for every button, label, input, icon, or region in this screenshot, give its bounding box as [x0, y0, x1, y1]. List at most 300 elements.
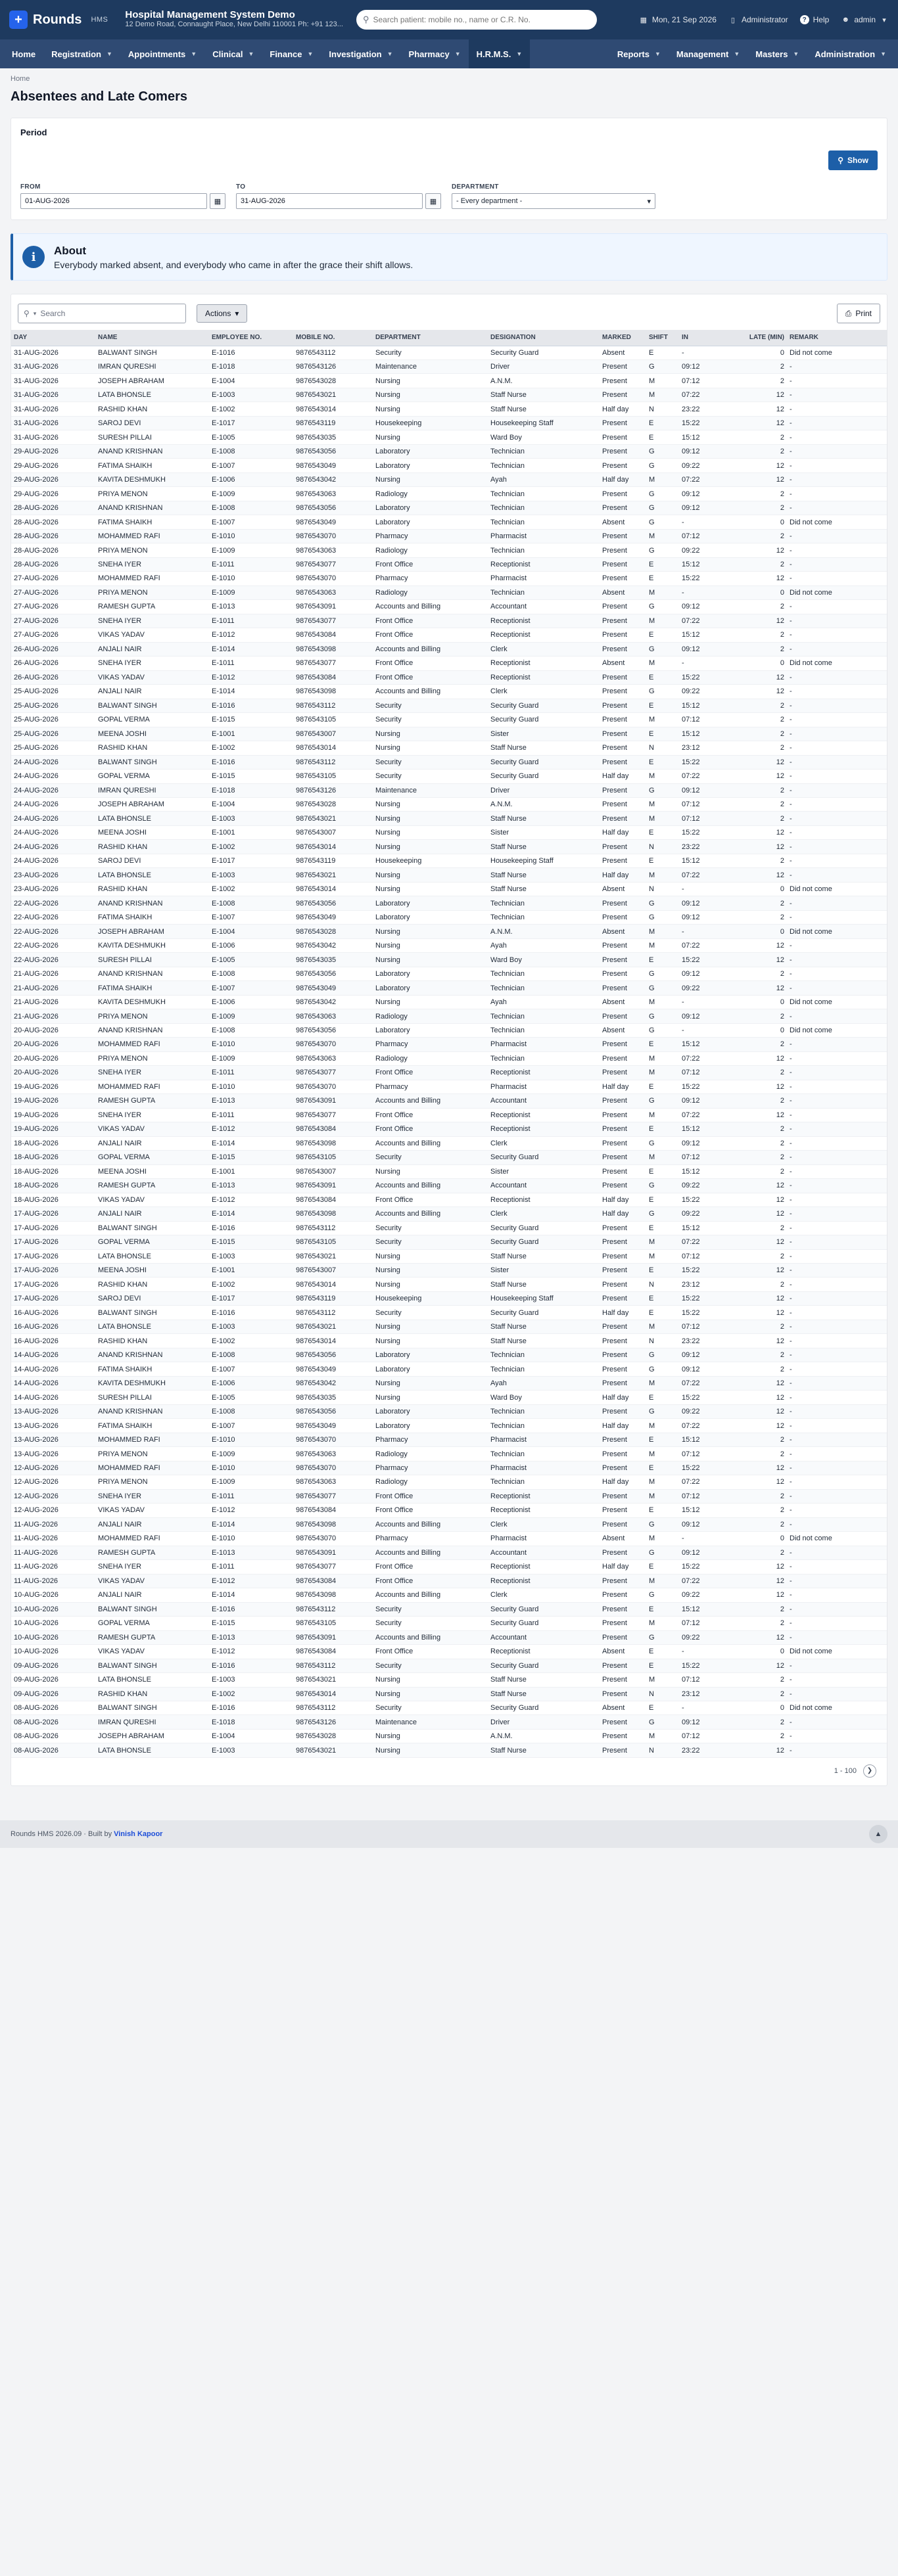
- shift-cell: G: [646, 1207, 679, 1221]
- table-row[interactable]: [11, 1645, 887, 1659]
- patient-search[interactable]: [356, 10, 597, 30]
- late-min-cell: 12: [733, 388, 787, 402]
- table-row[interactable]: [11, 1560, 887, 1574]
- table-row[interactable]: [11, 430, 887, 444]
- table-row[interactable]: [11, 487, 887, 501]
- department-cell: Security: [373, 1617, 488, 1630]
- table-row[interactable]: [11, 1164, 887, 1178]
- table-row[interactable]: [11, 1433, 887, 1446]
- department-cell: Nursing: [373, 1277, 488, 1291]
- nav-home[interactable]: Home: [12, 49, 36, 59]
- day-cell: 26-AUG-2026: [11, 656, 95, 670]
- marked-cell: Present: [600, 1461, 646, 1475]
- brand-logo-icon: +: [9, 11, 28, 29]
- late-min-cell: 12: [733, 459, 787, 472]
- table-row[interactable]: [11, 402, 887, 416]
- table-row[interactable]: [11, 1602, 887, 1616]
- mobile-cell: 9876543070: [293, 1532, 373, 1546]
- day-cell: 24-AUG-2026: [11, 783, 95, 797]
- table-row[interactable]: [11, 1122, 887, 1136]
- mobile-cell: 9876543119: [293, 1291, 373, 1305]
- name-cell: GOPAL VERMA: [95, 1617, 209, 1630]
- table-row[interactable]: [11, 685, 887, 699]
- table-row[interactable]: [11, 1404, 887, 1418]
- mobile-cell: 9876543098: [293, 1588, 373, 1602]
- table-row[interactable]: [11, 713, 887, 727]
- late-min-cell: 0: [733, 515, 787, 529]
- nav-pharmacy[interactable]: Pharmacy ▼: [408, 49, 461, 59]
- name-cell: RASHID KHAN: [95, 741, 209, 755]
- department-cell: Front Office: [373, 670, 488, 684]
- in-time-cell: -: [679, 925, 733, 938]
- table-row[interactable]: [11, 1348, 887, 1362]
- name-cell: MEENA JOSHI: [95, 727, 209, 741]
- table-row[interactable]: [11, 825, 887, 839]
- late-min-cell: 2: [733, 1546, 787, 1559]
- day-cell: 26-AUG-2026: [11, 642, 95, 656]
- in-time-cell: 09:22: [679, 1588, 733, 1602]
- report-toolbar: [11, 294, 887, 330]
- late-min-cell: 2: [733, 1320, 787, 1333]
- table-row[interactable]: [11, 699, 887, 712]
- shift-cell: M: [646, 529, 679, 543]
- to-date-input[interactable]: [236, 193, 423, 209]
- in-time-cell: 09:12: [679, 501, 733, 515]
- table-row[interactable]: [11, 1094, 887, 1108]
- table-row[interactable]: [11, 529, 887, 543]
- table-row[interactable]: [11, 1306, 887, 1320]
- role-display[interactable]: [728, 15, 788, 24]
- table-row[interactable]: [11, 416, 887, 430]
- nav-reports[interactable]: Reports ▼: [617, 49, 661, 59]
- name-cell: LATA BHONSLE: [95, 868, 209, 882]
- calendar-icon[interactable]: ▦: [210, 193, 225, 209]
- nav-appointments[interactable]: Appointments ▼: [128, 49, 197, 59]
- column-header[interactable]: DAY: [11, 330, 95, 346]
- table-row[interactable]: [11, 798, 887, 812]
- shift-cell: M: [646, 374, 679, 388]
- table-row[interactable]: [11, 770, 887, 783]
- table-row[interactable]: [11, 981, 887, 995]
- table-row[interactable]: [11, 656, 887, 670]
- designation-cell: Security Guard: [488, 770, 600, 783]
- nav-finance[interactable]: Finance ▼: [270, 49, 314, 59]
- table-row[interactable]: [11, 995, 887, 1009]
- table-row[interactable]: [11, 501, 887, 515]
- employee-no-cell: E-1010: [209, 529, 293, 543]
- table-row[interactable]: [11, 783, 887, 797]
- table-row[interactable]: [11, 1362, 887, 1376]
- table-row[interactable]: [11, 1588, 887, 1602]
- table-row[interactable]: [11, 1419, 887, 1433]
- marked-cell: Present: [600, 1447, 646, 1461]
- in-time-cell: 15:12: [679, 699, 733, 712]
- nav-hrms[interactable]: H.R.M.S. ▼: [469, 39, 531, 68]
- in-time-cell: 07:12: [679, 1447, 733, 1461]
- designation-cell: Ayah: [488, 995, 600, 1009]
- employee-no-cell: E-1001: [209, 1164, 293, 1178]
- column-header[interactable]: DESIGNATION: [488, 330, 600, 346]
- day-cell: 10-AUG-2026: [11, 1602, 95, 1616]
- chevron-down-icon: ▾: [647, 197, 651, 206]
- in-time-cell: 07:12: [679, 1151, 733, 1164]
- mobile-cell: 9876543014: [293, 741, 373, 755]
- late-min-cell: 12: [733, 572, 787, 586]
- designation-cell: Pharmacist: [488, 572, 600, 586]
- mobile-cell: 9876543070: [293, 572, 373, 586]
- marked-cell: Present: [600, 670, 646, 684]
- table-row[interactable]: [11, 953, 887, 967]
- remark-cell: -: [787, 896, 887, 910]
- department-cell: Accounts and Billing: [373, 642, 488, 656]
- hospital-address: 12 Demo Road, Connaught Place, New Delhi 110001 Ph: +91 123...: [125, 20, 343, 28]
- shift-cell: N: [646, 741, 679, 755]
- employee-no-cell: E-1010: [209, 1433, 293, 1446]
- remark-cell: -: [787, 614, 887, 628]
- designation-cell: Technician: [488, 1051, 600, 1065]
- table-row[interactable]: [11, 1532, 887, 1546]
- table-row[interactable]: [11, 459, 887, 472]
- remark-cell: -: [787, 359, 887, 373]
- table-row[interactable]: [11, 515, 887, 529]
- remark-cell: -: [787, 1588, 887, 1602]
- late-min-cell: 12: [733, 1574, 787, 1588]
- designation-cell: Accountant: [488, 1179, 600, 1193]
- marked-cell: Present: [600, 910, 646, 924]
- actions-button[interactable]: Actions ▾: [197, 304, 247, 323]
- table-row[interactable]: [11, 755, 887, 769]
- table-row[interactable]: [11, 1447, 887, 1461]
- column-header[interactable]: MOBILE NO.: [293, 330, 373, 346]
- late-min-cell: 12: [733, 1263, 787, 1277]
- nav-investigation[interactable]: Investigation ▼: [329, 49, 393, 59]
- patient-search-input[interactable]: [373, 15, 590, 24]
- day-cell: 17-AUG-2026: [11, 1277, 95, 1291]
- remark-cell: -: [787, 572, 887, 586]
- table-row[interactable]: [11, 868, 887, 882]
- name-cell: VIKAS YADAV: [95, 1574, 209, 1588]
- day-cell: 17-AUG-2026: [11, 1221, 95, 1235]
- marked-cell: Present: [600, 1546, 646, 1559]
- late-min-cell: 12: [733, 543, 787, 557]
- name-cell: ANJALI NAIR: [95, 1517, 209, 1531]
- shift-cell: G: [646, 543, 679, 557]
- next-page-icon[interactable]: ❯: [863, 1764, 876, 1778]
- table-row[interactable]: [11, 1207, 887, 1221]
- table-row[interactable]: [11, 670, 887, 684]
- table-row[interactable]: [11, 586, 887, 599]
- table-row[interactable]: [11, 1475, 887, 1489]
- remark-cell: Did not come: [787, 882, 887, 896]
- table-row[interactable]: [11, 1291, 887, 1305]
- table-row[interactable]: [11, 1701, 887, 1715]
- designation-cell: Staff Nurse: [488, 1743, 600, 1757]
- day-cell: 10-AUG-2026: [11, 1630, 95, 1644]
- mobile-cell: 9876543098: [293, 1207, 373, 1221]
- column-header[interactable]: NAME: [95, 330, 209, 346]
- table-row[interactable]: [11, 1038, 887, 1051]
- marked-cell: Half day: [600, 472, 646, 486]
- employee-no-cell: E-1012: [209, 1574, 293, 1588]
- designation-cell: Staff Nurse: [488, 1673, 600, 1687]
- late-min-cell: 2: [733, 1617, 787, 1630]
- table-row[interactable]: [11, 1221, 887, 1235]
- shift-cell: G: [646, 981, 679, 995]
- shift-cell: M: [646, 713, 679, 727]
- table-row[interactable]: [11, 967, 887, 980]
- mobile-cell: 9876543021: [293, 868, 373, 882]
- remark-cell: Did not come: [787, 586, 887, 599]
- name-cell: LATA BHONSLE: [95, 1249, 209, 1263]
- employee-no-cell: E-1009: [209, 1051, 293, 1065]
- table-row[interactable]: [11, 812, 887, 825]
- department-cell: Front Office: [373, 1193, 488, 1207]
- table-row[interactable]: [11, 1136, 887, 1150]
- marked-cell: Present: [600, 798, 646, 812]
- shift-cell: E: [646, 1433, 679, 1446]
- table-row[interactable]: [11, 1743, 887, 1757]
- in-time-cell: 15:22: [679, 1306, 733, 1320]
- department-cell: Maintenance: [373, 1715, 488, 1729]
- name-cell: SNEHA IYER: [95, 557, 209, 571]
- remark-cell: -: [787, 699, 887, 712]
- late-min-cell: 2: [733, 1715, 787, 1729]
- brand[interactable]: [9, 11, 108, 29]
- user-menu[interactable]: [841, 15, 889, 24]
- table-row[interactable]: [11, 1546, 887, 1559]
- table-row[interactable]: [11, 1517, 887, 1531]
- table-row[interactable]: [11, 600, 887, 614]
- mobile-cell: 9876543035: [293, 430, 373, 444]
- department-cell: Security: [373, 1235, 488, 1249]
- table-row[interactable]: [11, 1066, 887, 1080]
- late-min-cell: 12: [733, 1560, 787, 1574]
- column-header[interactable]: LATE (MIN): [733, 330, 787, 346]
- marked-cell: Absent: [600, 925, 646, 938]
- table-row[interactable]: [11, 1108, 887, 1122]
- table-row[interactable]: [11, 840, 887, 854]
- day-cell: 21-AUG-2026: [11, 1009, 95, 1023]
- late-min-cell: 0: [733, 1701, 787, 1715]
- employee-no-cell: E-1016: [209, 1602, 293, 1616]
- shift-cell: G: [646, 459, 679, 472]
- chevron-down-icon: ▼: [307, 51, 314, 57]
- calendar-icon[interactable]: ▦: [425, 193, 441, 209]
- marked-cell: Half day: [600, 1391, 646, 1404]
- day-cell: 27-AUG-2026: [11, 600, 95, 614]
- shift-cell: G: [646, 1009, 679, 1023]
- day-cell: 21-AUG-2026: [11, 981, 95, 995]
- show-button[interactable]: ⚲ Show: [828, 150, 878, 170]
- marked-cell: Present: [600, 1617, 646, 1630]
- mobile-cell: 9876543077: [293, 1066, 373, 1080]
- table-row[interactable]: [11, 388, 887, 402]
- name-cell: LATA BHONSLE: [95, 388, 209, 402]
- day-cell: 18-AUG-2026: [11, 1136, 95, 1150]
- column-header[interactable]: SHIFT: [646, 330, 679, 346]
- table-body: [11, 346, 887, 1757]
- table-row[interactable]: [11, 1009, 887, 1023]
- late-min-cell: 12: [733, 755, 787, 769]
- employee-no-cell: E-1017: [209, 854, 293, 867]
- shift-cell: G: [646, 1715, 679, 1729]
- table-row[interactable]: [11, 1277, 887, 1291]
- name-cell: SNEHA IYER: [95, 1108, 209, 1122]
- department-cell: Front Office: [373, 1108, 488, 1122]
- table-row[interactable]: [11, 359, 887, 373]
- name-cell: ANAND KRISHNAN: [95, 501, 209, 515]
- table-row[interactable]: [11, 614, 887, 628]
- mobile-cell: 9876543014: [293, 1277, 373, 1291]
- remark-cell: -: [787, 1404, 887, 1418]
- table-row[interactable]: [11, 1687, 887, 1701]
- mobile-cell: 9876543014: [293, 402, 373, 416]
- table-row[interactable]: [11, 1080, 887, 1093]
- department-cell: Radiology: [373, 586, 488, 599]
- table-row[interactable]: [11, 1461, 887, 1475]
- breadcrumb[interactable]: Home: [11, 75, 30, 83]
- table-row[interactable]: [11, 1179, 887, 1193]
- table-row[interactable]: [11, 1489, 887, 1503]
- shift-cell: M: [646, 586, 679, 599]
- table-row[interactable]: [11, 1617, 887, 1630]
- remark-cell: -: [787, 1574, 887, 1588]
- footer-author-link[interactable]: Vinish Kapoor: [114, 1829, 163, 1838]
- table-row[interactable]: [11, 628, 887, 642]
- table-row[interactable]: [11, 1249, 887, 1263]
- column-header[interactable]: MARKED: [600, 330, 646, 346]
- table-row[interactable]: [11, 727, 887, 741]
- table-row[interactable]: [11, 910, 887, 924]
- from-date-input[interactable]: [20, 193, 207, 209]
- designation-cell: Receptionist: [488, 1574, 600, 1588]
- table-row[interactable]: [11, 1659, 887, 1672]
- column-header[interactable]: DEPARTMENT: [373, 330, 488, 346]
- table-row[interactable]: [11, 572, 887, 586]
- employee-no-cell: E-1018: [209, 359, 293, 373]
- header-right: [639, 15, 889, 24]
- employee-no-cell: E-1007: [209, 1419, 293, 1433]
- table-row[interactable]: [11, 1376, 887, 1390]
- mobile-cell: 9876543049: [293, 981, 373, 995]
- table-row[interactable]: [11, 1023, 887, 1037]
- table-row[interactable]: [11, 557, 887, 571]
- day-cell: 11-AUG-2026: [11, 1574, 95, 1588]
- shift-cell: M: [646, 1447, 679, 1461]
- scroll-top-icon[interactable]: ▲: [869, 1825, 887, 1843]
- employee-no-cell: E-1010: [209, 1532, 293, 1546]
- shift-cell: G: [646, 1630, 679, 1644]
- late-min-cell: 12: [733, 1419, 787, 1433]
- day-cell: 28-AUG-2026: [11, 501, 95, 515]
- table-row[interactable]: [11, 1193, 887, 1207]
- table-row[interactable]: [11, 1151, 887, 1164]
- mobile-cell: 9876543063: [293, 487, 373, 501]
- mobile-cell: 9876543056: [293, 1023, 373, 1037]
- table-row[interactable]: [11, 1391, 887, 1404]
- late-min-cell: 0: [733, 586, 787, 599]
- table-row[interactable]: [11, 1729, 887, 1743]
- marked-cell: Present: [600, 1249, 646, 1263]
- table-row[interactable]: [11, 1504, 887, 1517]
- shift-cell: G: [646, 600, 679, 614]
- in-time-cell: 15:22: [679, 572, 733, 586]
- nav-management[interactable]: Management ▼: [676, 49, 740, 59]
- remark-cell: -: [787, 1334, 887, 1348]
- in-time-cell: 23:22: [679, 1743, 733, 1757]
- table-row[interactable]: [11, 1235, 887, 1249]
- designation-cell: Receptionist: [488, 656, 600, 670]
- table-row[interactable]: [11, 1630, 887, 1644]
- late-min-cell: 12: [733, 953, 787, 967]
- column-header[interactable]: REMARK: [787, 330, 887, 346]
- in-time-cell: 15:22: [679, 1193, 733, 1207]
- designation-cell: Ward Boy: [488, 1391, 600, 1404]
- nav-administration[interactable]: Administration ▼: [815, 49, 886, 59]
- marked-cell: Present: [600, 953, 646, 967]
- table-row[interactable]: [11, 374, 887, 388]
- nav-registration[interactable]: Registration ▼: [51, 49, 112, 59]
- help-link[interactable]: [800, 15, 830, 24]
- designation-cell: Technician: [488, 487, 600, 501]
- table-row[interactable]: [11, 854, 887, 867]
- table-row[interactable]: [11, 1574, 887, 1588]
- employee-no-cell: E-1006: [209, 472, 293, 486]
- shift-cell: G: [646, 487, 679, 501]
- table-row[interactable]: [11, 1051, 887, 1065]
- nav-clinical[interactable]: Clinical ▼: [212, 49, 254, 59]
- employee-no-cell: E-1015: [209, 1151, 293, 1164]
- late-min-cell: 12: [733, 825, 787, 839]
- shift-cell: E: [646, 670, 679, 684]
- table-row[interactable]: [11, 938, 887, 952]
- employee-no-cell: E-1009: [209, 1475, 293, 1489]
- designation-cell: Staff Nurse: [488, 402, 600, 416]
- remark-cell: -: [787, 812, 887, 825]
- table-row[interactable]: [11, 896, 887, 910]
- marked-cell: Present: [600, 1108, 646, 1122]
- table-row[interactable]: [11, 1673, 887, 1687]
- department-cell: Nursing: [373, 1729, 488, 1743]
- department-select[interactable]: - Every department - ▾: [452, 193, 655, 209]
- shift-cell: G: [646, 896, 679, 910]
- table-row[interactable]: [11, 346, 887, 359]
- table-row[interactable]: [11, 444, 887, 458]
- day-cell: 19-AUG-2026: [11, 1094, 95, 1108]
- shift-cell: G: [646, 1348, 679, 1362]
- column-header[interactable]: IN: [679, 330, 733, 346]
- table-row[interactable]: [11, 1320, 887, 1333]
- report-search[interactable]: [18, 304, 186, 323]
- remark-cell: -: [787, 416, 887, 430]
- table-row[interactable]: [11, 741, 887, 755]
- department-cell: Pharmacy: [373, 1461, 488, 1475]
- column-header[interactable]: EMPLOYEE NO.: [209, 330, 293, 346]
- table-row[interactable]: [11, 543, 887, 557]
- table-row[interactable]: [11, 472, 887, 486]
- nav-masters[interactable]: Masters ▼: [755, 49, 799, 59]
- marked-cell: Present: [600, 529, 646, 543]
- table-row[interactable]: [11, 882, 887, 896]
- table-row[interactable]: [11, 1263, 887, 1277]
- print-button[interactable]: ⎙ Print: [837, 304, 880, 323]
- table-row[interactable]: [11, 1334, 887, 1348]
- day-cell: 13-AUG-2026: [11, 1419, 95, 1433]
- table-row[interactable]: [11, 1715, 887, 1729]
- table-row[interactable]: [11, 642, 887, 656]
- name-cell: PRIYA MENON: [95, 1009, 209, 1023]
- table-row[interactable]: [11, 925, 887, 938]
